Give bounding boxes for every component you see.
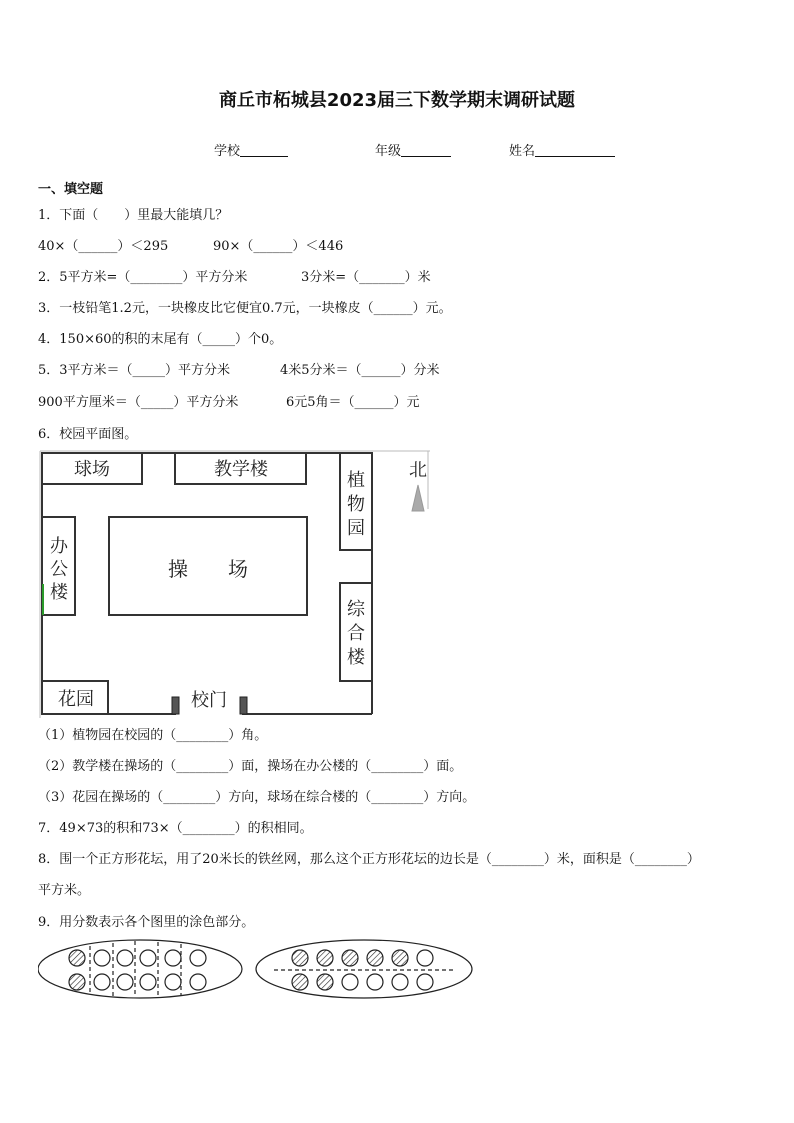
question-8-continued: 平方米。 [38,883,91,898]
question-5a: 5．3平方米＝（_____）平方分米 [38,363,231,378]
figure-2-circle [342,974,358,990]
figure-2-ellipse [256,940,472,998]
school-label: 学校 [214,144,241,159]
figure-1-ellipse [38,940,242,998]
figure-1-circle [117,950,133,966]
question-1: 1．下面（ ）里最大能填几？ [38,208,229,223]
figure-1 [38,940,242,998]
grade-blank[interactable] [401,143,451,157]
question-1b: 90×（______）＜446 [213,239,344,254]
figure-2-circle-shaded [367,950,383,966]
complex-building-label-3: 楼 [347,647,365,668]
figure-1-circle [94,974,110,990]
north-label: 北 [409,460,427,481]
office-building-label-3: 楼 [50,582,68,603]
ball-court-label: 球场 [74,459,110,480]
question-6-2: （2）教学楼在操场的（________）面，操场在办公楼的（________）面。 [38,759,463,774]
complex-building-label-2: 合 [347,623,365,644]
school-gate-label: 校门 [191,690,227,711]
office-building-label-1: 办 [50,536,68,557]
question-6: 6．校园平面图。 [38,427,138,442]
botanical-garden-label-1: 植 [347,470,365,491]
question-1a: 40×（______）＜295 [38,239,169,254]
question-5d: 6元5角＝（______）元 [286,395,420,410]
playground-label: 操 场 [168,557,248,581]
figure-1-circle-shaded [69,950,85,966]
question-9: 9．用分数表示各个图里的涂色部分。 [38,915,255,930]
question-5b: 4米5分米＝（______）分米 [280,363,440,378]
figure-2-circle-shaded [392,950,408,966]
figure-2-circle-shaded [317,974,333,990]
botanical-garden-label-2: 物 [347,494,365,515]
figure-2-circle-shaded [292,950,308,966]
question-6-3: （3）花园在操场的（________）方向，球场在综合楼的（________）方向。 [38,790,476,805]
name-label: 姓名 [509,144,536,159]
fraction-figures [38,938,478,1000]
page-title: 商丘市柘城县2023届三下数学期末调研试题 [218,90,576,111]
figure-2-circle [367,974,383,990]
section-heading: 一、填空题 [38,182,104,197]
figure-1-circle [165,950,181,966]
figure-1-circle [190,950,206,966]
figure-2-circle-shaded [292,974,308,990]
question-5c: 900平方厘米＝（_____）平方分米 [38,395,239,410]
question-7: 7．49×73的积和73×（________）的积相同。 [38,821,313,836]
figure-2 [256,940,472,998]
campus-map [38,449,430,718]
school-field [214,140,288,159]
question-2a: 2．5平方米=（________）平方分米 [38,270,248,285]
figure-1-circle [140,950,156,966]
question-2b: 3分米=（_______）米 [301,270,431,285]
figure-1-circle-shaded [69,974,85,990]
teaching-building-label: 教学楼 [214,459,268,480]
office-building-label-2: 公 [50,559,68,580]
figure-2-circle-shaded [317,950,333,966]
question-4: 4．150×60的积的末尾有（_____）个0。 [38,332,283,347]
figure-1-circle [94,950,110,966]
figure-2-circle-shaded [342,950,358,966]
figure-2-circle [417,974,433,990]
question-3: 3．一枝铅笔1.2元，一块橡皮比它便宜0.7元，一块橡皮（______）元。 [38,301,452,316]
figure-1-circle [140,974,156,990]
name-field [509,140,615,159]
figure-1-circle [117,974,133,990]
question-6-1: （1）植物园在校园的（________）角。 [38,728,268,743]
question-8: 8．围一个正方形花坛，用了20米长的铁丝网，那么这个正方形花坛的边长是（________）米，面积是（________） [38,852,700,867]
botanical-garden-label-3: 园 [347,518,365,539]
complex-building-label-1: 综 [347,599,365,620]
figure-1-circle [190,974,206,990]
figure-2-circle [417,950,433,966]
figure-1-circle [165,974,181,990]
school-blank[interactable] [240,143,288,157]
grade-field [375,140,451,159]
flower-garden-label: 花园 [58,689,94,710]
name-blank[interactable] [535,143,615,157]
grade-label: 年级 [375,144,402,159]
figure-2-circle [392,974,408,990]
